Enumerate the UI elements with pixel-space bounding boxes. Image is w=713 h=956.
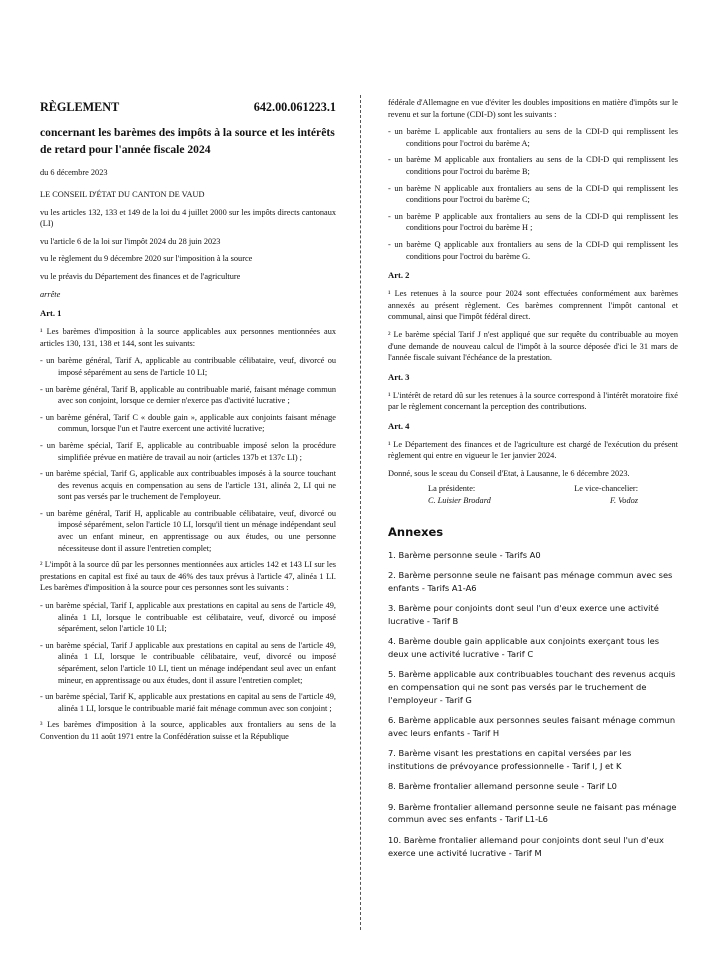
list-item: - un barème spécial, Tarif K, applicable aux prestations en capital au sens de l'article 49, alinéa 1 LI, lorsque le contribuable marié fait ménage commun avec son conjoint ; xyxy=(40,692,336,713)
vice-chancellor-label: Le vice-chancelier: xyxy=(574,483,638,493)
list-item: - un barème général, Tarif H, applicable au contribuable célibataire, veuf, divorcé ou imposé séparément, selon l'article 10 LI, lorsqu'il tient un ménage indépendant seul avec un enfant mineur, en apprentissage ou aux études, ou une personne nécessiteuse dont il assure l'entretien complet; xyxy=(40,508,336,553)
signature-labels xyxy=(388,483,678,495)
vu-item: vu l'article 6 de la loi sur l'impôt 2024 du 28 juin 2023 xyxy=(40,236,221,246)
list-item: - un barème Q applicable aux frontaliers au sens de la CDI-D qui remplissent les conditions pour l'octroi du barème G. xyxy=(388,239,678,261)
president-label: La présidente: xyxy=(428,483,476,493)
list-item: - un barème général, Tarif A, applicable au contribuable célibataire, veuf, divorcé ou imposé séparément au sens de l'article 10 LI; xyxy=(40,356,336,377)
vice-chancellor-name: F. Vodoz xyxy=(610,495,638,505)
article-paragraph-continuation: fédérale d'Allemagne en vue d'éviter les doubles impositions en matière d'impôts sur le revenu et sur la fortune (CDI-D) sont les suivants : xyxy=(388,98,678,119)
list-item: - un barème général, Tarif B, applicable au contribuable marié, faisant ménage commun avec son conjoint, lorsque ce dernier n'exerce pas d'activité lucrative ; xyxy=(40,384,336,406)
article-heading: Art. 1 xyxy=(40,308,62,319)
article-paragraph: ¹ L'intérêt de retard dû sur les retenues à la source correspond à l'intérêt moratoire fixé par le règlement concernant la perception des contributions. xyxy=(388,390,678,412)
left-column xyxy=(40,100,336,749)
annex-item: 8. Barème frontalier allemand personne seule - Tarif L0 xyxy=(388,781,617,792)
president-name: C. Luisier Brodard xyxy=(428,495,491,505)
list-item: - un barème N applicable aux frontaliers au sens de la CDI-D qui remplissent les conditions pour l'octroi du barème C; xyxy=(388,183,678,205)
list-item: - un barème général, Tarif C « double gain », applicable aux conjoints faisant ménage commun, lorsque l'un et l'autre exercent une activité lucrative; xyxy=(40,412,336,434)
list-item: - un barème P applicable aux frontaliers au sens de la CDI-D qui remplissent les conditions pour l'octroi du barème H ; xyxy=(388,211,678,233)
annex-item: 4. Barème double gain applicable aux conjoints exerçant tous les deux une activité lucrative - Tarif C xyxy=(388,636,660,659)
vu-item: vu le règlement du 9 décembre 2020 sur l'imposition à la source xyxy=(40,254,253,264)
annexes-title: Annexes xyxy=(388,524,444,539)
annex-item: 10. Barème frontalier allemand pour conjoints dont seul l'un d'eux exerce une activité lucrative - Tarif M xyxy=(388,834,664,858)
document-subtitle: concernant les barèmes des impôts à la source et les intérêts de retard pour l'année fiscale 2024 xyxy=(40,126,335,156)
document-number: 642.00.061223.1 xyxy=(253,100,336,114)
signature-names xyxy=(388,495,678,507)
title-row xyxy=(40,100,336,115)
article-paragraph-continued: ³ Les barèmes d'imposition à la source, applicables aux frontaliers au sens de la Convention du 11 août 1971 entre la Confédération suisse et la République xyxy=(40,720,336,741)
article-heading: Art. 4 xyxy=(388,420,410,431)
arrete: arrête xyxy=(40,289,61,299)
authority: LE CONSEIL D'ÉTAT DU CANTON DE VAUD xyxy=(40,190,205,199)
annex-item: 5. Barème applicable aux contribuables touchant des revenus acquis en compensation qui ne sont pas versés par le truchement de l'employeur - Tarif G xyxy=(388,669,676,705)
article-heading: Art. 3 xyxy=(388,371,410,382)
list-item: - un barème spécial, Tarif G, applicable aux contribuables imposés à la source touchant des revenus acquis en compensation au sens de l'article 131, alinéa 2, LI qui ne sont pas versés par le truchement de l'employeur. xyxy=(40,469,336,502)
vu-item: vu le préavis du Département des finances et de l'agriculture xyxy=(40,271,241,281)
annex-item: 9. Barème frontalier allemand personne seule ne faisant pas ménage commun avec ses enfants - Tarif L1-L6 xyxy=(388,801,677,825)
list-item: - un barème spécial, Tarif I, applicable aux prestations en capital au sens de l'article 49, alinéa 1 LI, lorsque le contribuable est célibataire, veuf, divorcé ou imposé séparément, selon l'article 10 LI; xyxy=(40,601,336,634)
column-divider xyxy=(360,95,361,930)
list-item: - un barème spécial, Tarif E, applicable au contribuable imposé selon la procédure simplifiée prévue en matière de travail au noir (articles 137b et 137c LI) ; xyxy=(40,440,336,462)
list-item: - un barème L applicable aux frontaliers au sens de la CDI-D qui remplissent les conditions pour l'octroi du barème A; xyxy=(388,127,678,148)
annex-item: 3. Barème pour conjoints dont seul l'un d'eux exerce une activité lucrative - Tarif B xyxy=(388,603,659,626)
annex-item: 1. Barème personne seule - Tarifs A0 xyxy=(388,549,541,560)
annex-item: 2. Barème personne seule ne faisant pas ménage commun avec ses enfants - Tarifs A1-A6 xyxy=(388,569,673,593)
closing-formula: Donné, sous le sceau du Conseil d'Etat, à Lausanne, le 6 décembre 2023. xyxy=(388,469,630,479)
list-item: - un barème M applicable aux frontaliers au sens de la CDI-D qui remplissent les conditions pour l'octroi du barème B; xyxy=(388,155,678,176)
article-paragraph: ¹ Le Département des finances et de l'agriculture est chargé de l'exécution du présent règlement qui entre en vigueur le 1er janvier 2024. xyxy=(388,439,678,461)
annex-item: 7. Barème visant les prestations en capital versées par les institutions de prévoyance professionnelle - Tarif I, J et K xyxy=(388,748,632,772)
article-paragraph: ¹ Les retenues à la source pour 2024 sont effectuées conformément aux barèmes annexés au présent règlement. Ces barèmes comprennent l'impôt cantonal et communal, ainsi que l'impôt fédéral direct. xyxy=(388,289,678,322)
article-paragraph: ¹ Les barèmes d'imposition à la source applicables aux personnes mentionnées aux articles 130, 131, 138 et 144, sont les suivants: xyxy=(40,327,336,348)
document-date: du 6 décembre 2023 xyxy=(40,168,108,177)
article-heading: Art. 2 xyxy=(388,270,410,281)
annex-item: 6. Barème applicable aux personnes seules faisant ménage commun avec leurs enfants - Tarif H xyxy=(388,715,676,738)
article-paragraph: ² Le barème spécial Tarif J n'est appliqué que sur requête du contribuable au moyen d'une demande de nouveau calcul de l'impôt à la source déposée d'ici le 31 mars de l'année fiscale suivant l'échéance de la prestation. xyxy=(388,329,678,363)
article-paragraph: ² L'impôt à la source dû par les personnes mentionnées aux articles 142 et 143 LI sur les prestations en capital est fixé au taux de 46% des taux prévus à l'article 47, alinéa 1 LI. Les barèmes d'imposition à la source pour ces personnes sont les suivants : xyxy=(40,560,336,593)
vu-item: vu les articles 132, 133 et 149 de la loi du 4 juillet 2000 sur les impôts directs cantonaux (LI) xyxy=(40,207,336,229)
right-column xyxy=(388,97,678,867)
document-title: RÈGLEMENT xyxy=(40,100,120,114)
list-item: - un barème spécial, Tarif J applicable aux prestations en capital au sens de l'article 49, alinéa 1 LI, lorsque le contribuable célibataire, veuf, divorcé ou imposé séparément, selon l'article 10 LI, tient un ménage indépendant seul avec un enfant mineur, en apprentissage ou aux études, dont il assure l'entretien complet; xyxy=(40,640,336,685)
